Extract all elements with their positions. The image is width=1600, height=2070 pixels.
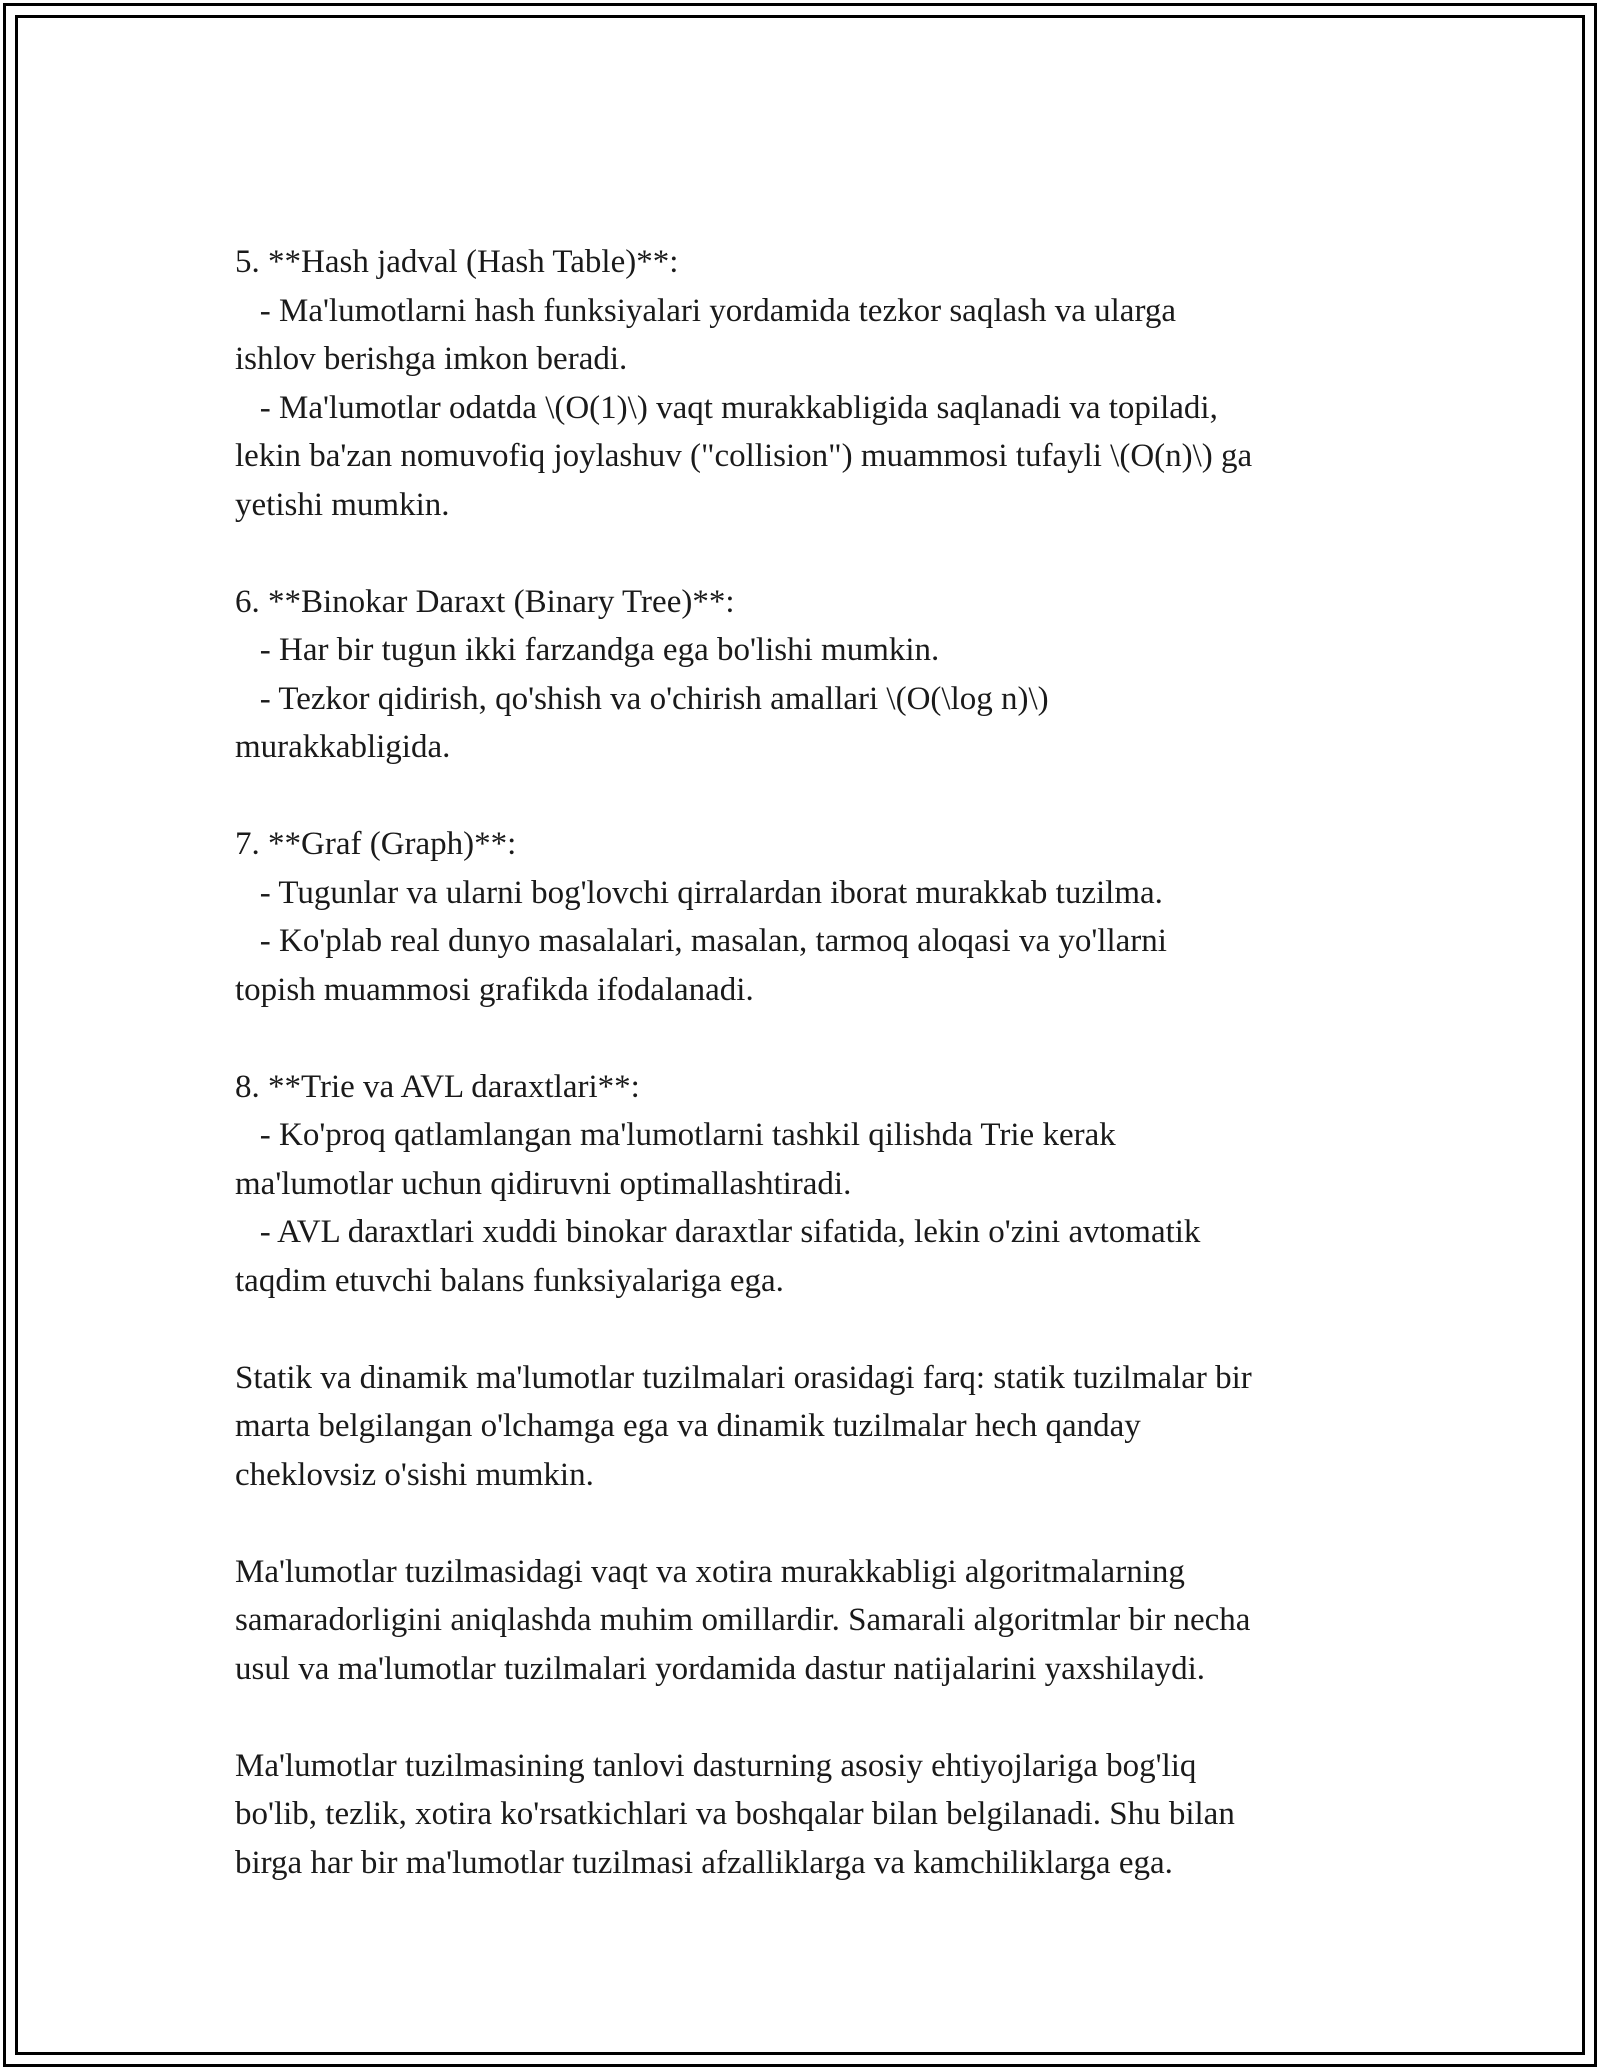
text-line: lekin ba'zan nomuvofiq joylashuv ("collision") muammosi tufayli \(O(n)\) ga [235,438,1253,474]
section-binary-tree [235,578,1385,772]
text-line: - Ko'plab real dunyo masalalari, masalan, tarmoq aloqasi va yo'llarni [235,923,1167,959]
section-hash-table [235,238,1385,529]
text-line: usul va ma'lumotlar tuzilmalari yordamida dastur natijalarini yaxshilaydi. [235,1650,1206,1687]
text-line: ma'lumotlar uchun qidiruvni optimallashtiradi. [235,1165,852,1202]
section-heading: 7. **Graf (Graph)**: [235,826,517,862]
text-line: - Tezkor qidirish, qo'shish va o'chirish amallari \(O(\log n)\) [235,680,1049,717]
text-line: marta belgilangan o'lchamga ega va dinamik tuzilmalar hech qanday [235,1408,1141,1444]
text-line: ishlov berishga imkon beradi. [235,341,628,377]
text-line: samaradorligini aniqlashda muhim omillardir. Samarali algoritmlar bir necha [235,1602,1251,1638]
text-line: Ma'lumotlar tuzilmasidagi vaqt va xotira murakkabligi algoritmalarning [235,1553,1185,1590]
paragraph-static-dynamic [235,1354,1385,1500]
text-line: - Tugunlar va ularni bog'lovchi qirralardan iborat murakkab tuzilma. [235,874,1163,911]
text-line: birga har bir ma'lumotlar tuzilmasi afzalliklarga va kamchiliklarga ega. [235,1844,1173,1881]
section-heading: 5. **Hash jadval (Hash Table)**: [235,244,679,280]
text-line: yetishi mumkin. [235,486,450,523]
section-heading: 8. **Trie va AVL daraxtlari**: [235,1068,640,1105]
text-line: topish muammosi grafikda ifodalanadi. [235,971,754,1008]
text-line: - Ma'lumotlarni hash funksiyalari yordamida tezkor saqlash va ularga [235,292,1176,329]
paragraph-complexity [235,1548,1385,1694]
text-line: - Ma'lumotlar odatda \(O(1)\) vaqt murakkabligida saqlanadi va topiladi, [235,389,1218,426]
section-graph [235,820,1385,1014]
section-heading: 6. **Binokar Daraxt (Binary Tree)**: [235,583,735,620]
text-line: - Ko'proq qatlamlangan ma'lumotlarni tashkil qilishda Trie kerak [235,1117,1116,1153]
text-line: taqdim etuvchi balans funksiyalariga ega. [235,1262,784,1299]
document-body [235,238,1385,1887]
text-line: - AVL daraxtlari xuddi binokar daraxtlar sifatida, lekin o'zini avtomatik [235,1214,1201,1250]
paragraph-choice [235,1742,1385,1888]
text-line: Ma'lumotlar tuzilmasining tanlovi dasturning asosiy ehtiyojlariga bog'liq [235,1747,1197,1784]
text-line: Statik va dinamik ma'lumotlar tuzilmalari orasidagi farq: statik tuzilmalar bir [235,1359,1252,1396]
text-line: bo'lib, tezlik, xotira ko'rsatkichlari va boshqalar bilan belgilanadi. Shu bilan [235,1796,1235,1832]
text-line: - Har bir tugun ikki farzandga ega bo'lishi mumkin. [235,632,940,668]
section-trie-avl [235,1063,1385,1306]
text-line: cheklovsiz o'sishi mumkin. [235,1456,594,1493]
text-line: murakkabligida. [235,729,451,765]
